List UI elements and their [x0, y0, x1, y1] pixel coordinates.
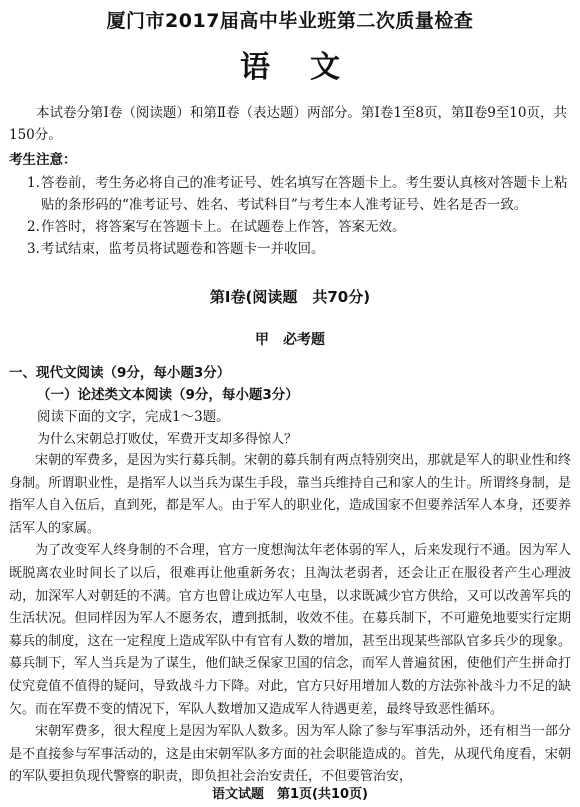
- passage-title: 为什么宋朝总打败仗，军费开支却多得惊人？: [37, 432, 298, 447]
- notice-heading: 考生注意：: [9, 152, 77, 168]
- page-footer: 语文试题 第1页(共10页): [211, 787, 369, 802]
- passage-paragraph: 为了改变军人终身制的不合理，官方一度想淘汰年老体弱的军人，后来发现行不通。因为军人既脱离农业时间长了以后，很难再让他重新务农；且淘汰老弱者，还会让正在服役者产生心理波动，加深军人对朝廷的不满。官方也曾让成边军人屯垦，以求既减少官方供给，又可以改善军兵的生活状况。但同样因为军人不愿务农，遭到抵制，收效不佳。在募兵制下，不可避免地要实行定期募兵的制度，这在一定程度上造成军队中有官有人数的增加，甚至出现某些部队官多兵少的现象。募兵制下，军人当兵是为了谋生，他们缺乏保家卫国的信念，而军人普遍贫困，使他们产生拼命打仗究竟值不值得的疑问，导致战斗力下降。对此，官方只好用增加人数的方法弥补战斗力不足的缺欠。而在军费不变的情况下，军队人数增加又造成军人待遇更差，最终导致恶性循环。: [9, 543, 571, 717]
- reading-instruction: 阅读下面的文字，完成1～3题。: [37, 409, 230, 425]
- reading-passage: [9, 450, 571, 789]
- subject-title: 语文: [240, 50, 380, 85]
- notice-number: 2.: [27, 219, 40, 235]
- notice-list: [9, 172, 571, 260]
- passage-paragraph: 宋朝的军费多，是因为实行募兵制。宋朝的募兵制有两点特别突出，那就是军人的职业性和终身制。所谓职业性，是指军人以当兵为谋生手段，靠当兵维持自己和家人的生计。所谓终身制，是指军人自入伍后，直到死，都是军人。由于军人的职业化，造成国家不但要养活军人本身，还要养活军人的家属。: [9, 453, 571, 536]
- notice-text: 作答时，将答案写在答题卡上。在试题卷上作答，答案无效。: [41, 219, 406, 235]
- notice-number: 3.: [27, 241, 40, 257]
- passage-paragraph: 宋朝军费多，很大程度上是因为军队人数多。因为军人除了参与军事活动外，还有相当一部分是不直接参与军事活动的，这是由宋朝军队多方面的社会职能造成的。首先，从现代角度看，宋朝的军队要担负现代警察的职责，即负担社会治安责任，不但要管治安，: [9, 724, 571, 785]
- part-heading: 甲 必考题: [255, 332, 325, 348]
- notice-item: [9, 172, 571, 216]
- exam-title: 厦门市2017届高中毕业班第二次质量检查: [106, 10, 474, 32]
- notice-number: 1.: [27, 175, 40, 191]
- section-heading: 一、现代文阅读（9分，每小题3分）: [9, 365, 231, 381]
- notice-item: [9, 238, 571, 260]
- notice-item: [9, 216, 571, 238]
- notice-text: 考试结束，监考员将试题卷和答题卡一并收回。: [41, 241, 325, 257]
- intro-paragraph: 本试卷分第Ⅰ卷（阅读题）和第Ⅱ卷（表达题）两部分。第Ⅰ卷1至8页，第Ⅱ卷9至10页，共150分。: [9, 105, 567, 143]
- volume-heading: 第Ⅰ卷(阅读题 共70分): [209, 288, 371, 306]
- subsection-heading: （一）论述类文本阅读（9分，每小题3分）: [37, 387, 299, 403]
- notice-text: 答卷前，考生务必将自己的准考证号、姓名填写在答题卡上。考生要认真核对答题卡上粘贴的条形码的“准考证号、姓名、考试科目”与考生本人准考证号、姓名是否一致。: [41, 175, 568, 213]
